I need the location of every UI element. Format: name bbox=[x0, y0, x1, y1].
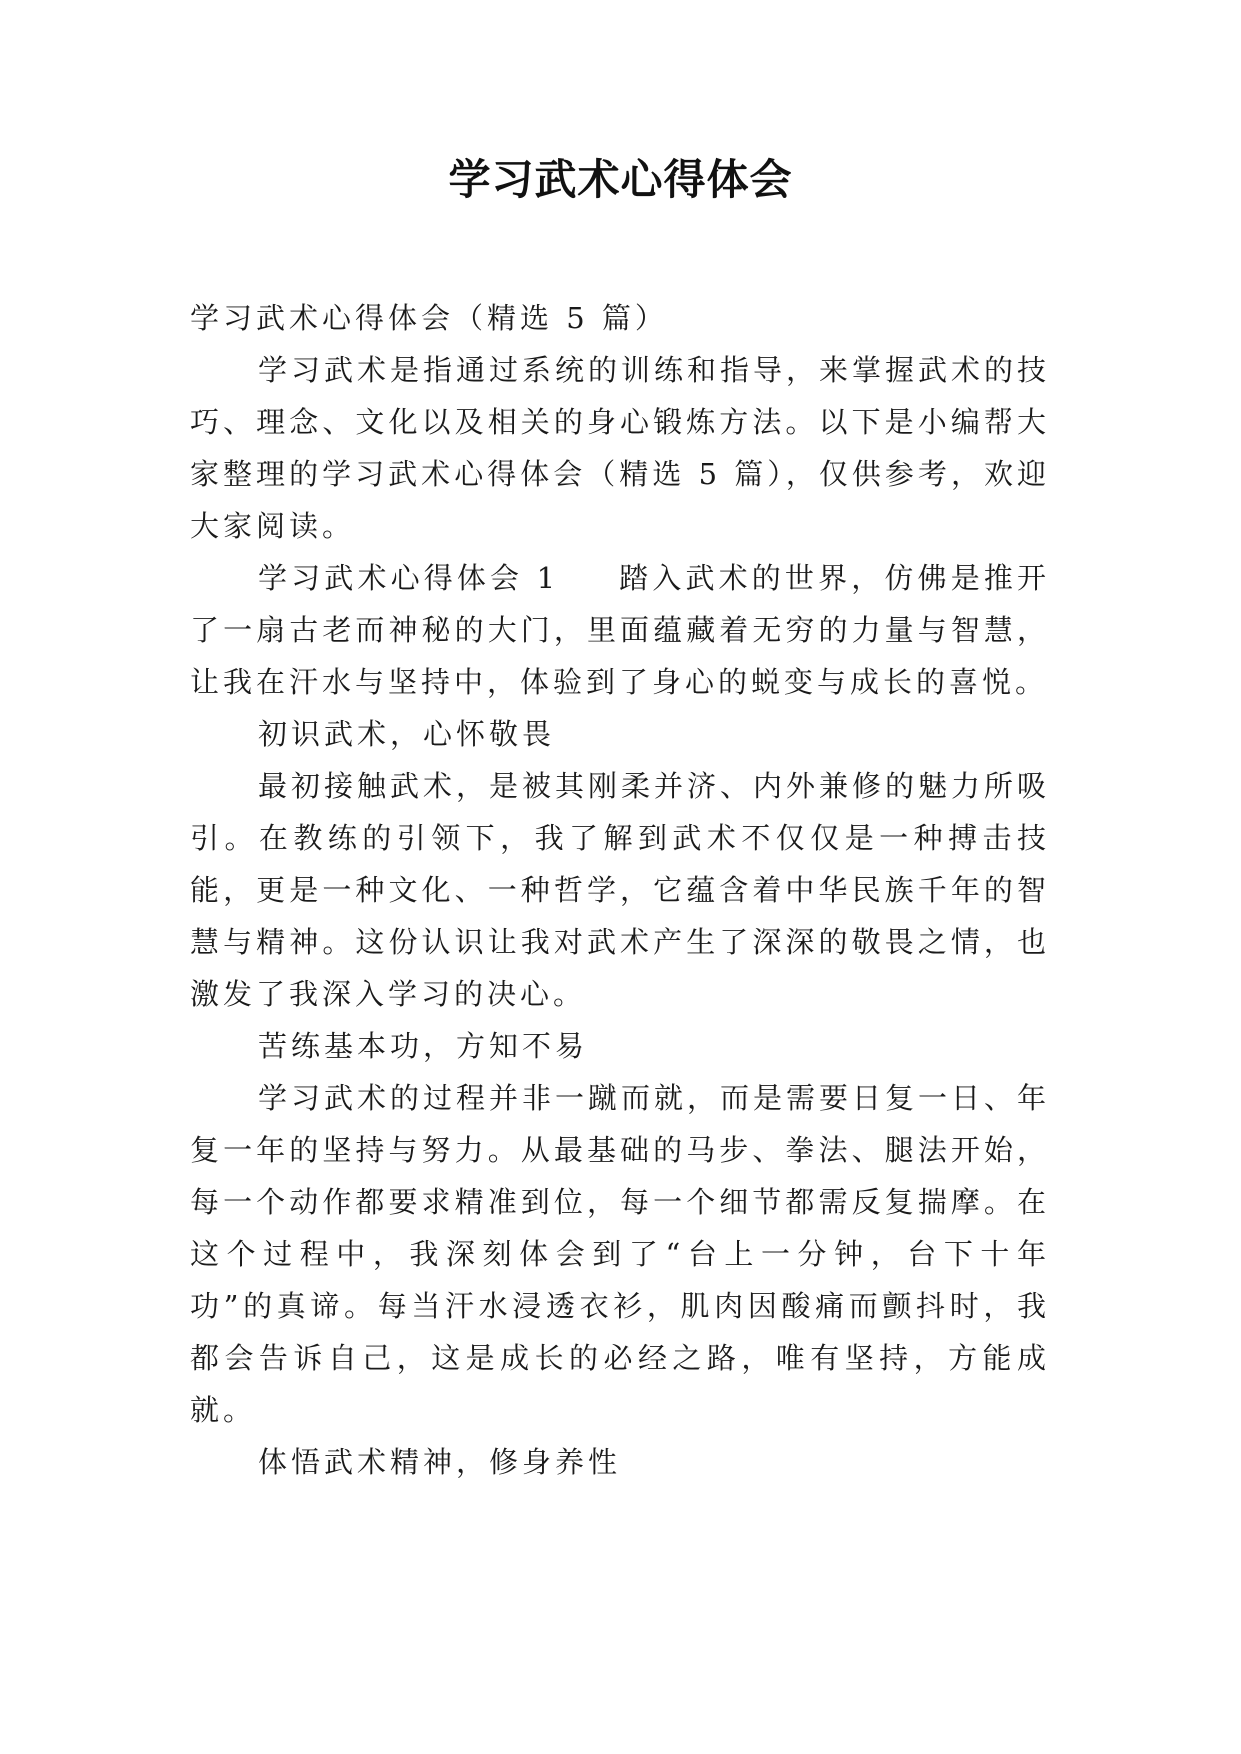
subheading-3: 体悟武术精神，修身养性 bbox=[258, 1445, 622, 1479]
section1-heading: 学习武术心得体会 1 bbox=[258, 561, 560, 595]
intro-paragraph: 学习武术是指通过系统的训练和指导，来掌握武术的技巧、理念、文化以及相关的身心锻炼方法。以下是小编帮大家整理的学习武术心得体会（精选 5 篇），仅供参考，欢迎大家阅读。 bbox=[190, 353, 1051, 543]
document-subtitle: 学习武术心得体会（精选 5 篇） bbox=[190, 301, 668, 335]
paragraph-1: 最初接触武术，是被其刚柔并济、内外兼修的魅力所吸引。在教练的引领下，我了解到武术不仅仅是一种搏击技能，更是一种文化、一种哲学，它蕴含着中华民族千年的智慧与精神。这份认识让我对武术产生了深深的敬畏之情，也激发了我深入学习的决心。 bbox=[190, 769, 1051, 1011]
subheading-2: 苦练基本功，方知不易 bbox=[258, 1029, 589, 1063]
document-title: 学习武术心得体会 bbox=[448, 155, 793, 204]
document-body bbox=[190, 292, 1050, 1488]
section1-opening: 踏入武术的世界，仿佛是推开了一扇古老而神秘的大门，里面蕴藏着无穷的力量与智慧，让我在汗水与坚持中，体验到了身心的蜕变与成长的喜悦。 bbox=[190, 561, 1050, 699]
paragraph-2: 学习武术的过程并非一蹴而就，而是需要日复一日、年复一年的坚持与努力。从最基础的马步、拳法、腿法开始，每一个动作都要求精准到位，每一个细节都需反复揣摩。在这个过程中，我深刻体会到了“台上一分钟，台下十年功”的真谛。每当汗水浸透衣衫，肌肉因酸痛而颤抖时，我都会告诉自己，这是成长的必经之路，唯有坚持，方能成就。 bbox=[190, 1081, 1051, 1427]
section1-paragraph bbox=[190, 552, 1050, 708]
subheading-1: 初识武术，心怀敬畏 bbox=[258, 717, 556, 751]
